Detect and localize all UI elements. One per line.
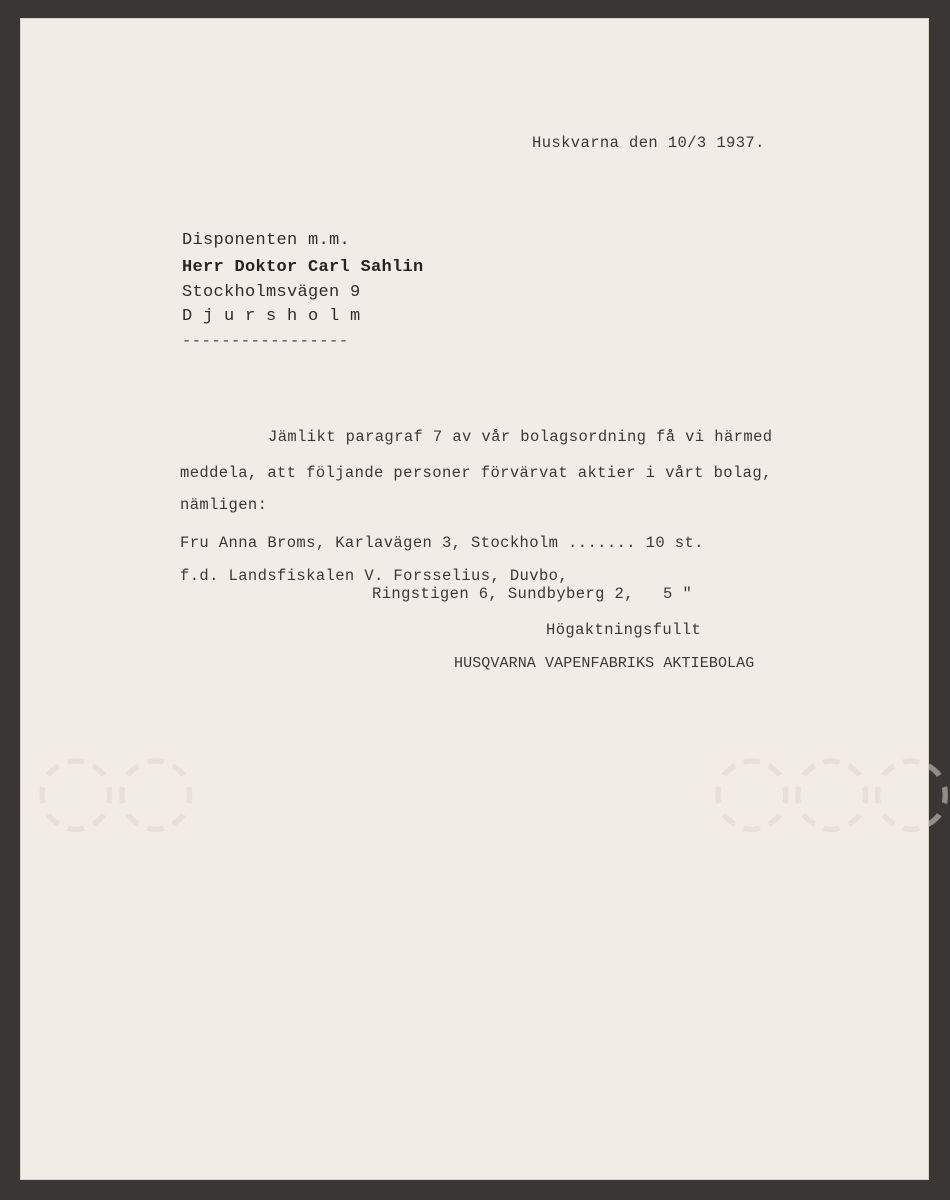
watermark-left: ◌◌: [34, 730, 194, 843]
body-line-1: Jämlikt paragraf 7 av vår bolagsordning få vi härmed: [268, 428, 773, 446]
shareholder-1: Fru Anna Broms, Karlavägen 3, Stockholm ....... 10 st.: [180, 534, 704, 552]
recipient-title: Disponenten m.m.: [182, 231, 351, 250]
closing: Högaktningsfullt: [546, 621, 702, 639]
shareholder-2-line-2: Ringstigen 6, Sundbyberg 2, 5 ": [372, 585, 693, 603]
shareholder-2-line-1: f.d. Landsfiskalen V. Forsselius, Duvbo,: [180, 567, 569, 585]
body-line-2: meddela, att följande personer förvärvat aktier i vårt bolag,: [180, 464, 772, 482]
letter-page: [20, 18, 950, 1180]
company-name: HUSQVARNA VAPENFABRIKS AKTIEBOLAG: [454, 655, 755, 672]
watermark-right: ◌◌◌: [710, 730, 950, 843]
recipient-city: D j u r s h o l m: [182, 307, 361, 326]
recipient-name: Herr Doktor Carl Sahlin: [182, 258, 424, 277]
date-line: Huskvarna den 10/3 1937.: [532, 134, 765, 152]
recipient-street: Stockholmsvägen 9: [182, 283, 361, 302]
recipient-underline: -----------------: [182, 332, 349, 350]
body-line-3: nämligen:: [180, 496, 268, 514]
